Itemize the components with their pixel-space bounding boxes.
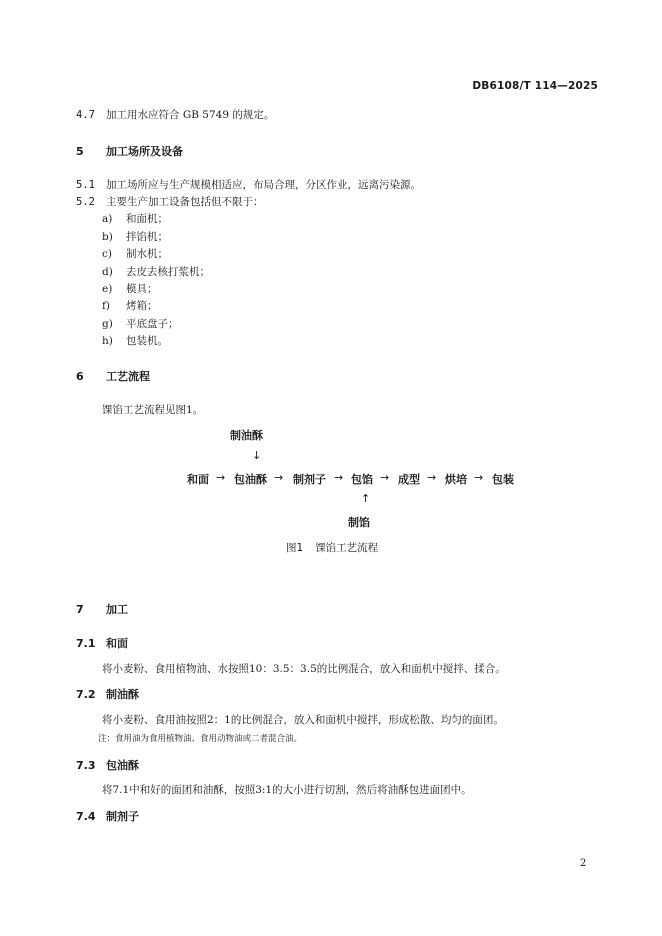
flow-step: 包装 bbox=[492, 473, 514, 486]
clause-5-1 bbox=[76, 177, 421, 192]
list-item bbox=[102, 229, 168, 244]
list-text: 和面机； bbox=[126, 213, 168, 225]
clause-number: 4.7 bbox=[76, 109, 95, 121]
list-marker: h) bbox=[102, 335, 113, 347]
process-intro: 馃馅工艺流程见图1。 bbox=[102, 404, 204, 416]
clause-4-7 bbox=[76, 107, 274, 122]
list-marker: d) bbox=[102, 266, 113, 278]
right-arrow-icon: → bbox=[274, 471, 284, 484]
flow-step: 包馅 bbox=[351, 473, 373, 486]
clause-7-1-text: 将小麦粉、食用植物油、水按照10：3.5：3.5的比例混合，放入和面机中搅拌、揉合。 bbox=[102, 663, 506, 675]
list-text: 去皮去核打浆机； bbox=[126, 266, 210, 278]
right-arrow-icon: → bbox=[474, 471, 484, 484]
clause-number: 7.3 bbox=[76, 759, 96, 772]
clause-title: 制剂子 bbox=[106, 810, 139, 823]
clause-7-3-heading bbox=[76, 757, 139, 773]
list-marker: b) bbox=[102, 231, 113, 243]
clause-text: 主要生产加工设备包括但不限于： bbox=[106, 196, 264, 208]
document-id: DB6108/T 114—2025 bbox=[472, 80, 598, 92]
page-number: 2 bbox=[580, 858, 587, 869]
section-title: 加工 bbox=[106, 603, 128, 616]
figure-caption bbox=[286, 540, 378, 555]
right-arrow-icon: → bbox=[380, 471, 390, 484]
list-item bbox=[102, 281, 158, 296]
list-marker: g) bbox=[102, 318, 113, 330]
clause-number: 5.1 bbox=[76, 179, 95, 191]
figure-title: 馃馅工艺流程 bbox=[315, 542, 379, 554]
right-arrow-icon: → bbox=[427, 471, 437, 484]
list-item bbox=[102, 264, 210, 279]
section-title: 工艺流程 bbox=[106, 370, 150, 383]
list-marker: a) bbox=[102, 213, 113, 225]
clause-7-2-note: 注：食用油为食用植物油、食用动物油或二者混合油。 bbox=[98, 734, 303, 744]
flow-step: 成型 bbox=[398, 473, 420, 486]
list-marker: f) bbox=[102, 300, 110, 312]
clause-7-2-heading bbox=[76, 686, 139, 702]
list-text: 烤箱； bbox=[126, 300, 158, 312]
clause-7-1-heading bbox=[76, 635, 128, 651]
list-marker: e) bbox=[102, 283, 113, 295]
clause-7-2-text: 将小麦粉、食用油按照2：1的比例混合，放入和面机中搅拌，形成松散、均匀的面团。 bbox=[102, 714, 504, 726]
list-text: 包装机。 bbox=[126, 335, 168, 347]
flow-step: 包油酥 bbox=[234, 473, 267, 486]
section-title: 加工场所及设备 bbox=[106, 145, 183, 158]
section-number: 7 bbox=[76, 603, 84, 616]
list-item bbox=[102, 333, 168, 348]
flow-step: 和面 bbox=[187, 473, 209, 486]
list-item bbox=[102, 246, 168, 261]
clause-7-4-heading bbox=[76, 808, 139, 824]
clause-number: 7.1 bbox=[76, 637, 96, 650]
clause-title: 制油酥 bbox=[106, 688, 139, 701]
clause-text: 加工场所应与生产规模相适应，布局合理，分区作业，远离污染源。 bbox=[106, 179, 421, 191]
list-text: 拌馅机； bbox=[126, 231, 168, 243]
flow-step: 烘培 bbox=[445, 473, 467, 486]
list-item bbox=[102, 211, 168, 226]
flow-input-top: 制油酥 bbox=[230, 429, 263, 442]
list-text: 平底盘子； bbox=[126, 318, 179, 330]
section-6-heading bbox=[76, 368, 150, 384]
flow-input-bottom: 制馅 bbox=[348, 516, 370, 529]
clause-title: 和面 bbox=[106, 637, 128, 650]
section-number: 6 bbox=[76, 370, 84, 383]
section-7-heading bbox=[76, 601, 128, 617]
right-arrow-icon: → bbox=[334, 471, 344, 484]
up-arrow-icon: ↑ bbox=[361, 492, 371, 505]
list-text: 模具； bbox=[126, 283, 158, 295]
section-number: 5 bbox=[76, 145, 84, 158]
figure-number: 图1 bbox=[286, 542, 304, 554]
right-arrow-icon: → bbox=[216, 471, 226, 484]
list-item bbox=[102, 316, 179, 331]
clause-number: 7.2 bbox=[76, 688, 96, 701]
section-5-heading bbox=[76, 143, 183, 159]
list-marker: c) bbox=[102, 248, 112, 260]
list-text: 制水机； bbox=[126, 248, 168, 260]
clause-number: 5.2 bbox=[76, 196, 95, 208]
clause-5-2 bbox=[76, 194, 264, 209]
clause-title: 包油酥 bbox=[106, 759, 139, 772]
clause-number: 7.4 bbox=[76, 810, 96, 823]
list-item bbox=[102, 298, 158, 313]
clause-text: 加工用水应符合 GB 5749 的规定。 bbox=[106, 109, 275, 121]
down-arrow-icon: ↓ bbox=[252, 449, 262, 462]
flow-step: 制剂子 bbox=[293, 473, 326, 486]
clause-7-3-text: 将7.1中和好的面团和油酥，按照3:1的大小进行切割，然后将油酥包进面团中。 bbox=[102, 784, 472, 796]
